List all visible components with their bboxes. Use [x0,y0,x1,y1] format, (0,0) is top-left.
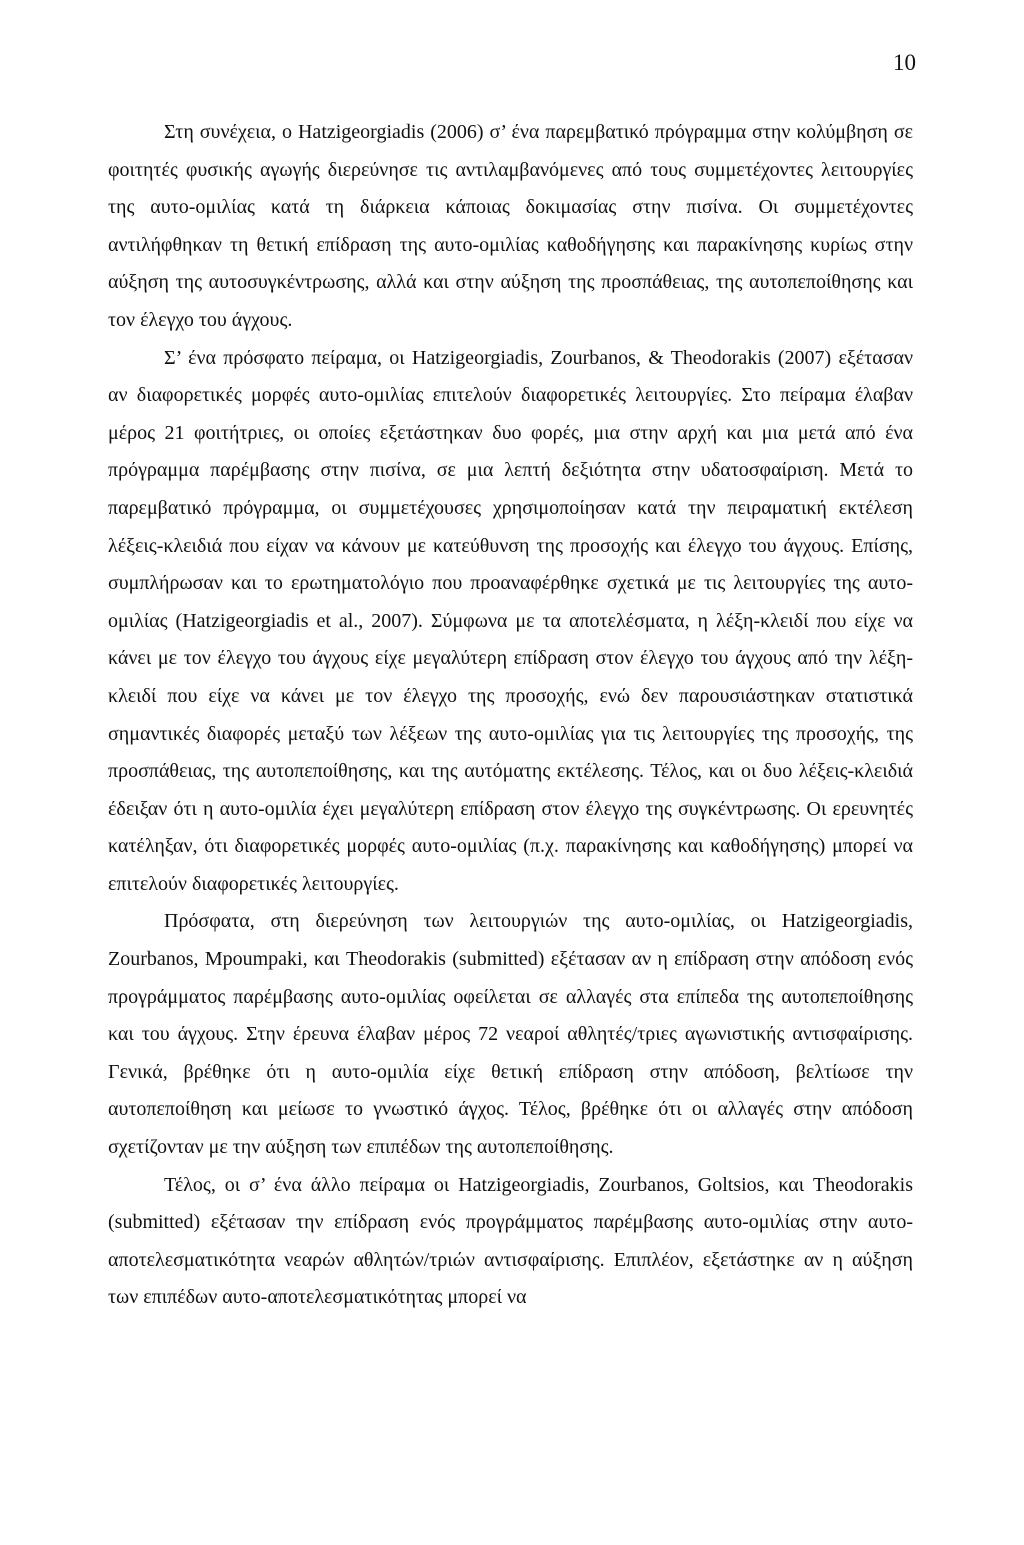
page-number: 10 [893,50,916,75]
paragraph-2: Σ’ ένα πρόσφατο πείραμα, οι Hatzigeorgiadis, Zourbanos, & Theodorakis (2007) εξέτασαν αν διαφορετικές μορφές αυτο-ομιλίας επιτελούν διαφορετικές λειτουργίες. Στο πείραμα έλαβαν μέρος 21 φοιτήτριες, οι οποίες εξετάστηκαν δυο φορές, μια στην αρχή και μια μετά από ένα πρόγραμμα παρέμβασης στην πισίνα, σε μια λεπτή δεξιότητα στην υδατοσφαίριση. Μετά το παρεμβατικό πρόγραμμα, οι συμμετέχουσες χρησιμοποίησαν κατά την πειραματική εκτέλεση λέξεις-κλειδιά που είχαν να κάνουν με κατεύθυνση της προσοχής και έλεγχο του άγχους. Επίσης, συμπλήρωσαν και το ερωτηματολόγιο που προαναφέρθηκε σχετικά με τις λειτουργίες της αυτο-ομιλίας (Hatzigeorgiadis et al., 2007). Σύμφωνα με τα αποτελέσματα, η λέξη-κλειδί που είχε να κάνει με τον έλεγχο του άγχους είχε μεγαλύτερη επίδραση στον έλεγχο του άγχους από την λέξη-κλειδί που είχε να κάνει με τον έλεγχο της προσοχής, ενώ δεν παρουσιάστηκαν στατιστικά σημαντικές διαφορές μεταξύ των λέξεων της αυτο-ομιλίας για τις λειτουργίες της προσοχής, της προσπάθειας, της αυτοπεποίθησης, και της αυτόματης εκτέλεσης. Τέλος, και οι δυο λέξεις-κλειδιά έδειξαν ότι η αυτο-ομιλία έχει μεγαλύτερη επίδραση στον έλεγχο της συγκέντρωσης. Οι ερευνητές κατέληξαν, ότι διαφορετικές μορφές αυτο-ομιλίας (π.χ. παρακίνησης και καθοδήγησης) μπορεί να επιτελούν διαφορετικές λειτουργίες. [108,346,913,895]
paragraph-1: Στη συνέχεια, ο Hatzigeorgiadis (2006) σ’ ένα παρεμβατικό πρόγραμμα στην κολύμβηση σε φοιτητές φυσικής αγωγής διερεύνησε τις αντιλαμβανόμενες από τους συμμετέχοντες λειτουργίες της αυτο-ομιλίας κατά τη διάρκεια κάποιας δοκιμασίας στην πισίνα. Οι συμμετέχοντες αντιλήφθηκαν τη θετική επίδραση της αυτο-ομιλίας καθοδήγησης και παρακίνησης κυρίως στην αύξηση της αυτοσυγκέντρωσης, αλλά και στην αύξηση της προσπάθειας, της αυτοπεποίθησης και τον έλεγχο του άγχους. [108,121,913,331]
page-body [108,114,913,1317]
paragraph-3: Πρόσφατα, στη διερεύνηση των λειτουργιών της αυτο-ομιλίας, οι Hatzigeorgiadis, Zourbanos, Mpoumpaki, και Theodorakis (submitted) εξέτασαν αν η επίδραση στην απόδοση ενός προγράμματος παρέμβασης αυτο-ομιλίας οφείλεται σε αλλαγές στα επίπεδα της αυτοπεποίθησης και του άγχους. Στην έρευνα έλαβαν μέρος 72 νεαροί αθλητές/τριες αγωνιστικής αντισφαίρισης. Γενικά, βρέθηκε ότι η αυτο-ομιλία είχε θετική επίδραση στην απόδοση, βελτίωσε την αυτοπεποίθηση και μείωσε το γνωστικό άγχος. Τέλος, βρέθηκε ότι οι αλλαγές στην απόδοση σχετίζονταν με την αύξηση των επιπέδων της αυτοπεποίθησης. [108,910,913,1159]
paragraph-4: Τέλος, οι σ’ ένα άλλο πείραμα οι Hatzigeorgiadis, Zourbanos, Goltsios, και Theodorakis (submitted) εξέτασαν την επίδραση ενός προγράμματος παρέμβασης αυτο-ομιλίας στην αυτο-αποτελεσματικότητα νεαρών αθλητών/τριών αντισφαίρισης. Επιπλέον, εξετάστηκε αν η αύξηση των επιπέδων αυτο-αποτελεσματικότητας μπορεί να [108,1173,913,1309]
